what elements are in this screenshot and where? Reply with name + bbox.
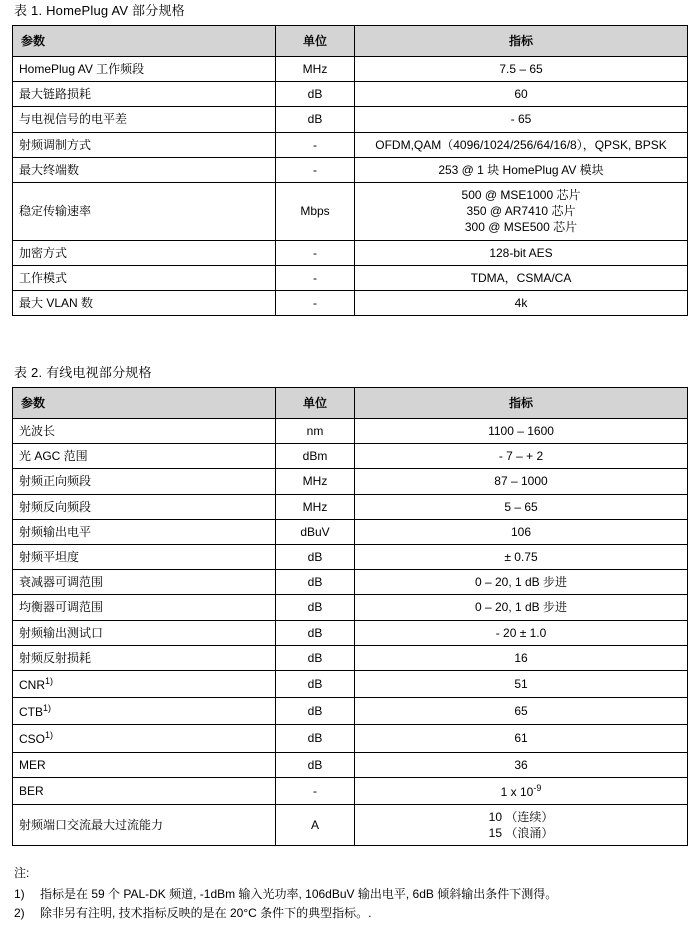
row-unit: dB — [276, 725, 355, 752]
row-value-line: 500 @ MSE1000 芯片 — [461, 187, 581, 202]
row-unit: dB — [276, 645, 355, 670]
row-param-footnote: 1) — [43, 703, 52, 714]
row-unit: dB — [276, 670, 355, 697]
row-param-footnote: 1) — [45, 675, 54, 686]
row-param: 射频端口交流最大过流能力 — [13, 804, 276, 845]
table2-header-value: 指标 — [355, 388, 688, 419]
row-value-line: 350 @ AR7410 芯片 — [466, 204, 576, 219]
row-value-line: 300 @ MSE500 芯片 — [464, 220, 578, 235]
footnotes-title: 注: — [14, 866, 30, 881]
row-param: 工作模式 — [13, 265, 276, 290]
footnote-number: 1) — [14, 886, 25, 901]
row-value: 253 @ 1 块 HomePlug AV 模块 — [355, 157, 688, 182]
table-row — [13, 182, 688, 240]
footnote-item — [14, 904, 700, 923]
table1-body — [13, 57, 688, 316]
row-value: 7.5 – 65 — [355, 57, 688, 82]
row-value: 65 — [355, 698, 688, 725]
table-row — [13, 444, 688, 469]
table-row — [13, 545, 688, 570]
row-value: 16 — [355, 645, 688, 670]
row-param: MER — [13, 752, 276, 777]
table-row — [13, 777, 688, 804]
row-unit: - — [276, 157, 355, 182]
footnote-text: 除非另有注明, 技术指标反映的是在 20°C 条件下的典型指标。. — [40, 906, 372, 921]
row-unit: MHz — [276, 494, 355, 519]
row-value: OFDM,QAM（4096/1024/256/64/16/8），QPSK, BPSK — [355, 132, 688, 157]
table1-header-param: 参数 — [13, 26, 276, 57]
table-row — [13, 290, 688, 315]
row-param: 最大终端数 — [13, 157, 276, 182]
row-param: 射频调制方式 — [13, 132, 276, 157]
row-unit: dBm — [276, 444, 355, 469]
row-value — [355, 777, 688, 804]
row-param: 射频反射损耗 — [13, 645, 276, 670]
table2-caption: 表 2. 有线电视部分规格 — [14, 365, 152, 381]
row-unit: Mbps — [276, 182, 355, 240]
row-value: 36 — [355, 752, 688, 777]
row-param-text: CTB — [19, 705, 43, 720]
row-value: - 65 — [355, 107, 688, 132]
row-value-line: 10 （连续） — [488, 809, 554, 824]
row-unit: dB — [276, 752, 355, 777]
table-row — [13, 698, 688, 725]
table1-header-value: 指标 — [355, 26, 688, 57]
table-row — [13, 494, 688, 519]
row-unit: MHz — [276, 469, 355, 494]
table-row — [13, 570, 688, 595]
row-unit: - — [276, 240, 355, 265]
row-param: 最大链路损耗 — [13, 82, 276, 107]
table2 — [12, 387, 688, 846]
row-param: 射频正向频段 — [13, 469, 276, 494]
table-row — [13, 57, 688, 82]
row-unit: MHz — [276, 57, 355, 82]
row-param: HomePlug AV 工作频段 — [13, 57, 276, 82]
row-param: 加密方式 — [13, 240, 276, 265]
table-row — [13, 82, 688, 107]
table-header-row — [13, 388, 688, 419]
footnotes — [14, 864, 700, 923]
row-value: 0 – 20, 1 dB 步进 — [355, 595, 688, 620]
row-param — [13, 670, 276, 697]
row-value: 1100 – 1600 — [355, 419, 688, 444]
row-unit: dB — [276, 698, 355, 725]
row-value: TDMA，CSMA/CA — [355, 265, 688, 290]
row-unit: dB — [276, 570, 355, 595]
row-unit: - — [276, 132, 355, 157]
row-param — [13, 698, 276, 725]
row-unit: - — [276, 290, 355, 315]
table-row — [13, 752, 688, 777]
table-row — [13, 469, 688, 494]
row-param: 最大 VLAN 数 — [13, 290, 276, 315]
row-unit: dB — [276, 545, 355, 570]
row-unit: - — [276, 777, 355, 804]
row-value: - 7 – + 2 — [355, 444, 688, 469]
row-param: 射频输出电平 — [13, 519, 276, 544]
row-value: 61 — [355, 725, 688, 752]
table1-header — [13, 26, 688, 57]
row-param: BER — [13, 777, 276, 804]
row-param-footnote: 1) — [45, 730, 54, 741]
table-row — [13, 240, 688, 265]
row-param — [13, 725, 276, 752]
row-param: 射频平坦度 — [13, 545, 276, 570]
row-value-line: 15 （浪涌） — [488, 826, 554, 841]
row-value: - 20 ± 1.0 — [355, 620, 688, 645]
row-value: 4k — [355, 290, 688, 315]
row-unit: - — [276, 265, 355, 290]
table-header-row — [13, 26, 688, 57]
table-row — [13, 265, 688, 290]
table-row — [13, 620, 688, 645]
row-unit: nm — [276, 419, 355, 444]
row-value: 106 — [355, 519, 688, 544]
row-unit: dB — [276, 82, 355, 107]
table1 — [12, 25, 688, 316]
table-row — [13, 419, 688, 444]
row-param: 均衡器可调范围 — [13, 595, 276, 620]
footnote-number: 2) — [14, 906, 25, 921]
row-param: 射频输出测试口 — [13, 620, 276, 645]
row-value: 51 — [355, 670, 688, 697]
section-spacer — [0, 316, 700, 362]
table2-header-param: 参数 — [13, 388, 276, 419]
table-row — [13, 595, 688, 620]
table-row — [13, 804, 688, 845]
row-unit: dB — [276, 620, 355, 645]
table-row — [13, 132, 688, 157]
table2-body — [13, 419, 688, 846]
row-unit: dB — [276, 595, 355, 620]
footnotes-list — [14, 885, 700, 923]
table-row — [13, 725, 688, 752]
row-param: 衰减器可调范围 — [13, 570, 276, 595]
row-param-text: CNR — [19, 677, 45, 692]
row-value-exponent: -9 — [533, 782, 542, 793]
footnote-item — [14, 885, 700, 904]
footnote-text: 指标是在 59 个 PAL-DK 频道, -1dBm 输入光功率, 106dBuV 输出电平, 6dB 倾斜输出条件下测得。 — [40, 886, 558, 901]
row-param: 光 AGC 范围 — [13, 444, 276, 469]
row-param: 射频反向频段 — [13, 494, 276, 519]
table1-caption: 表 1. HomePlug AV 部分规格 — [14, 3, 185, 18]
row-unit: dB — [276, 107, 355, 132]
row-param-text: CSO — [19, 732, 46, 747]
row-value: ± 0.75 — [355, 545, 688, 570]
row-value — [355, 182, 688, 240]
row-value: 87 – 1000 — [355, 469, 688, 494]
table-row — [13, 670, 688, 697]
row-value-base: 1 x 10 — [500, 784, 534, 799]
row-param: 光波长 — [13, 419, 276, 444]
table-row — [13, 645, 688, 670]
row-value: 60 — [355, 82, 688, 107]
table-row — [13, 157, 688, 182]
row-value: 128-bit AES — [355, 240, 688, 265]
table2-header — [13, 388, 688, 419]
row-unit: dBuV — [276, 519, 355, 544]
row-value: 5 – 65 — [355, 494, 688, 519]
table1-header-unit: 单位 — [276, 26, 355, 57]
table-row — [13, 107, 688, 132]
table2-header-unit: 单位 — [276, 388, 355, 419]
table-row — [13, 519, 688, 544]
row-value — [355, 804, 688, 845]
row-param: 稳定传输速率 — [13, 182, 276, 240]
row-unit: A — [276, 804, 355, 845]
row-param: 与电视信号的电平差 — [13, 107, 276, 132]
row-value: 0 – 20, 1 dB 步进 — [355, 570, 688, 595]
